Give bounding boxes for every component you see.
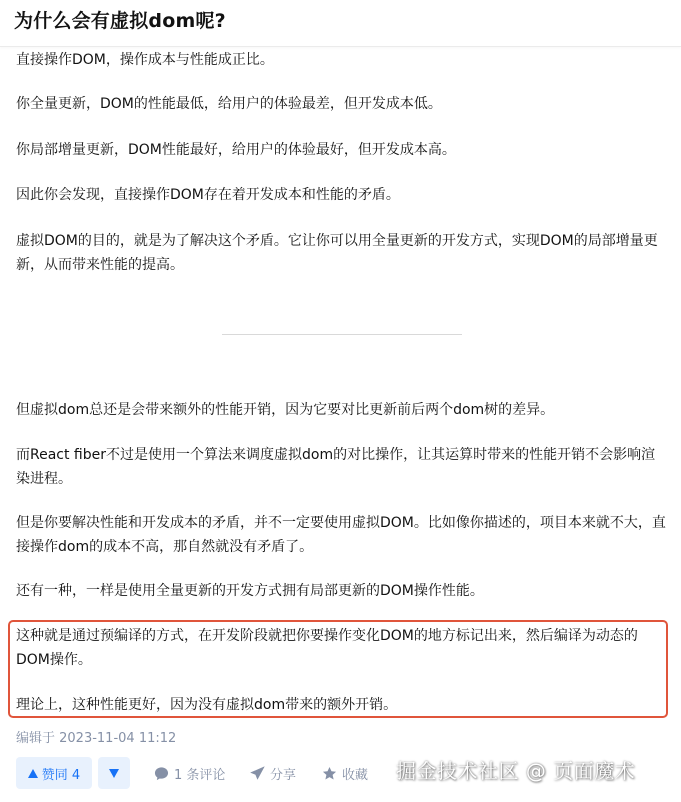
- section-divider: [222, 334, 462, 335]
- downvote-button[interactable]: [98, 757, 130, 789]
- paragraph-11: 理论上，这种性能更好，因为没有虚拟dom带来的额外开销。: [16, 697, 398, 713]
- paragraph-1: 直接操作DOM，操作成本与性能成正比。: [16, 52, 274, 68]
- comment-icon: [154, 766, 169, 781]
- question-title[interactable]: 为什么会有虚拟dom呢?: [14, 10, 226, 32]
- comment-button[interactable]: [154, 757, 225, 789]
- comment-label: 1 条评论: [174, 767, 226, 783]
- paragraph-7: 而React fiber不过是使用一个算法来调度虚拟dom的对比操作，让其运算时带来的性能开销不会影响渲染进程。: [16, 447, 656, 487]
- paragraph-5: 虚拟DOM的目的，就是为了解决这个矛盾。它让你可以用全量更新的开发方式，实现DOM的局部增量更新，从而带来性能的提高。: [16, 233, 658, 273]
- star-icon: [322, 766, 337, 781]
- question-title-bar: [0, 0, 681, 47]
- edit-timestamp: 编辑于 2023-11-04 11:12: [16, 731, 177, 746]
- downvote-triangle-icon: [109, 769, 119, 778]
- paragraph-8: 但是你要解决性能和开发成本的矛盾，并不一定要使用虚拟DOM。比如像你描述的，项目本来就不大，直接操作dom的成本不高，那自然就没有矛盾了。: [16, 515, 666, 555]
- upvote-label: 赞同 4: [41, 767, 81, 783]
- paragraph-2: 你全量更新，DOM的性能最低，给用户的体验最差，但开发成本低。: [16, 96, 442, 112]
- paragraph-6: 但虚拟dom总还是会带来额外的性能开销，因为它要对比更新前后两个dom树的差异。: [16, 402, 555, 418]
- paragraph-4: 因此你会发现，直接操作DOM存在着开发成本和性能的矛盾。: [16, 187, 400, 203]
- paragraph-9: 还有一种，一样是使用全量更新的开发方式拥有局部更新的DOM操作性能。: [16, 583, 484, 599]
- share-label: 分享: [270, 767, 297, 783]
- upvote-triangle-icon: [28, 769, 38, 778]
- share-icon: [250, 766, 265, 781]
- paragraph-3: 你局部增量更新，DOM性能最好，给用户的体验最好，但开发成本高。: [16, 142, 456, 158]
- favorite-label: 收藏: [342, 767, 369, 783]
- highlight-annotation-box: [8, 620, 668, 718]
- upvote-button[interactable]: [16, 757, 92, 789]
- watermark-text: 掘金技术社区 @ 页面魔术: [396, 759, 636, 783]
- favorite-button[interactable]: [322, 757, 368, 789]
- paragraph-10: 这种就是通过预编译的方式，在开发阶段就把你要操作变化DOM的地方标记出来，然后编译为动态的DOM操作。: [16, 628, 638, 668]
- share-button[interactable]: [250, 757, 296, 789]
